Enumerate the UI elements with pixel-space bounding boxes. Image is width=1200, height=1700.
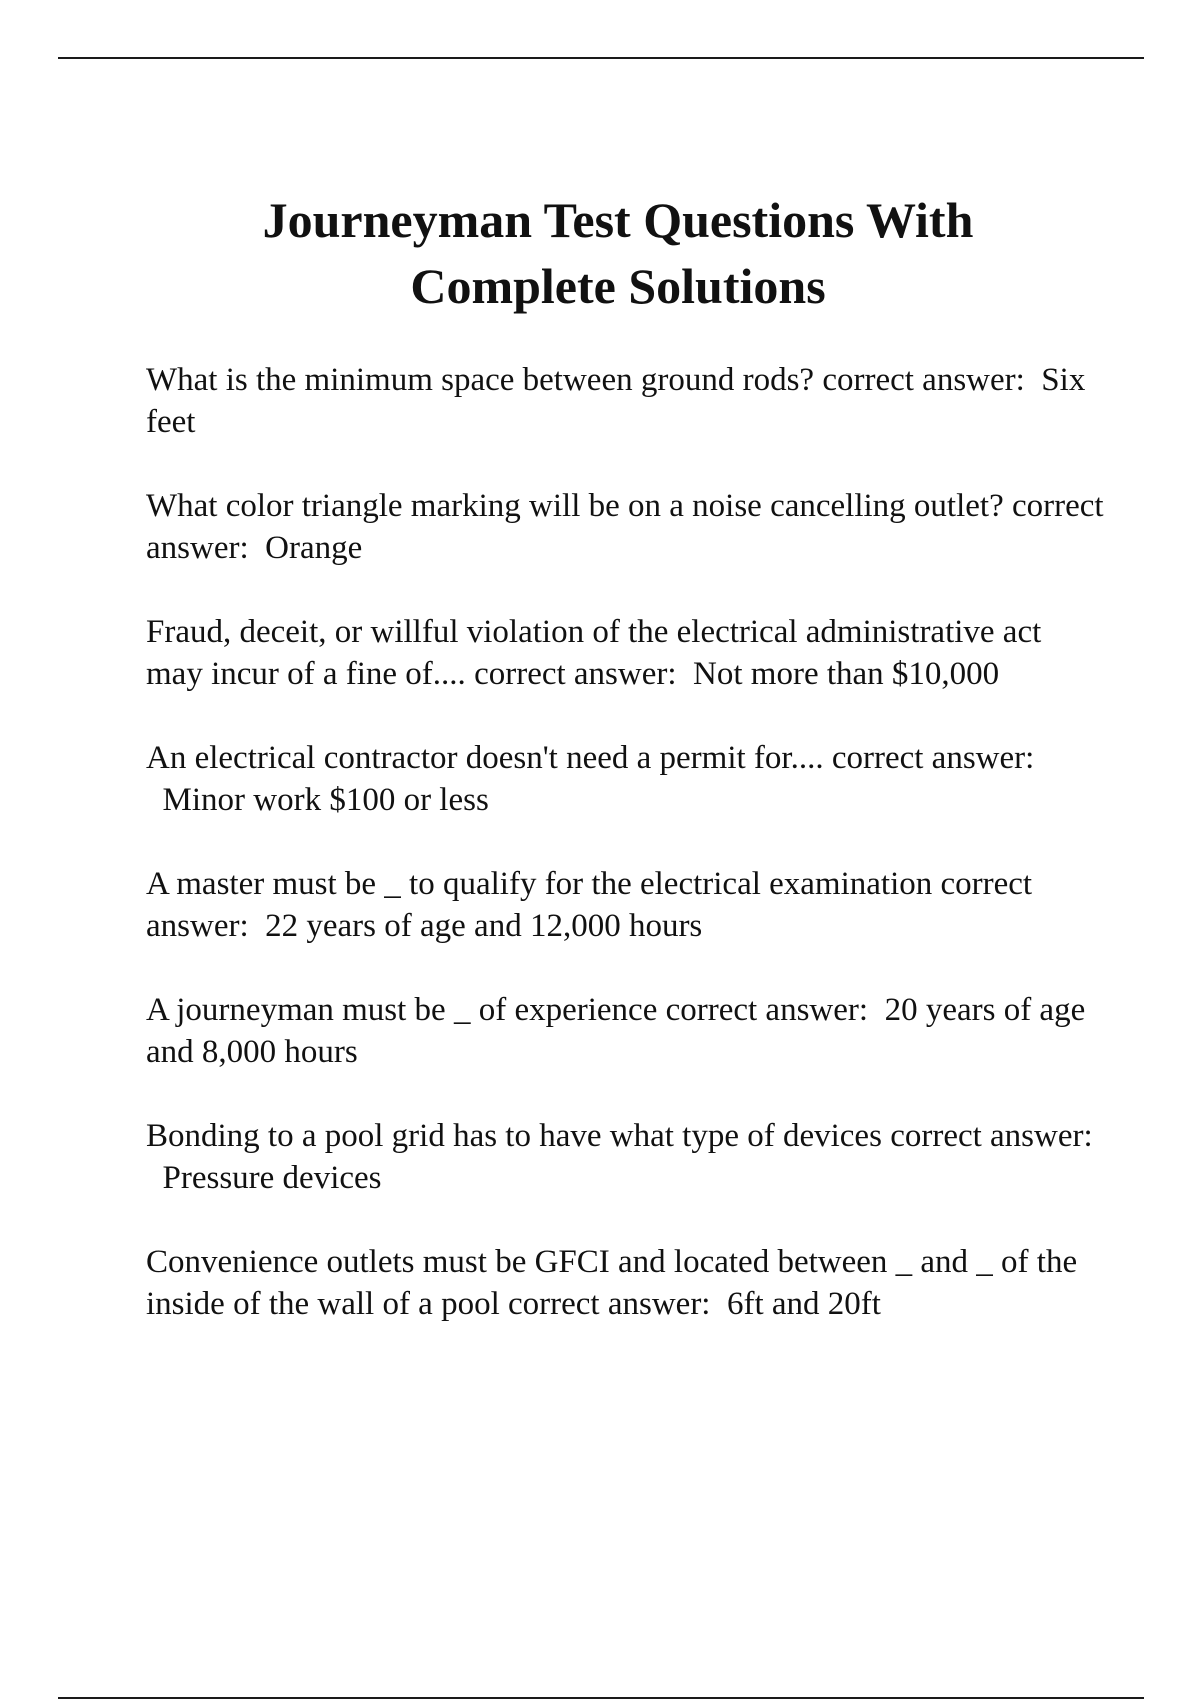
answer-label: correct answer: xyxy=(665,992,869,1028)
answer-text: Six feet xyxy=(146,362,1086,440)
qa-item xyxy=(146,485,1106,569)
question-text: A journeyman must be _ of experience xyxy=(146,992,658,1028)
answer-label: correct answer: xyxy=(146,866,1033,944)
question-text: Fraud, deceit, or willful violation of the electrical administrative act may incur of a fine of.... xyxy=(146,614,1042,692)
answer-text: 22 years of age and 12,000 hours xyxy=(265,908,703,944)
answer-label: correct answer: xyxy=(474,656,677,692)
qa-item xyxy=(146,359,1106,443)
top-rule xyxy=(58,57,1144,59)
question-text: What color triangle marking will be on a noise cancelling outlet? xyxy=(146,488,1004,524)
question-text: Bonding to a pool grid has to have what type of devices xyxy=(146,1118,882,1154)
answer-label: correct answer: xyxy=(831,740,1035,776)
bottom-rule xyxy=(58,1697,1144,1699)
answer-text: Minor work $100 or less xyxy=(162,782,489,818)
answer-label: correct answer: xyxy=(822,362,1025,398)
qa-item xyxy=(146,611,1106,695)
question-text: What is the minimum space between ground rods? xyxy=(146,362,815,398)
answer-label: correct answer: xyxy=(890,1118,1093,1154)
qa-item xyxy=(146,863,1106,947)
title-line-1: Journeyman Test Questions With xyxy=(262,192,974,248)
answer-text: Pressure devices xyxy=(162,1160,382,1196)
answer-text: Not more than $10,000 xyxy=(693,656,1000,692)
page-title xyxy=(140,187,1096,319)
qa-item xyxy=(146,737,1106,821)
answer-text: Orange xyxy=(265,530,363,566)
qa-item xyxy=(146,989,1106,1073)
answer-text: 20 years of age and 8,000 hours xyxy=(146,992,1086,1070)
title-line-2: Complete Solutions xyxy=(410,258,826,314)
answer-label: correct answer: xyxy=(508,1286,711,1322)
answer-text: 6ft and 20ft xyxy=(726,1286,881,1322)
qa-list xyxy=(146,359,1106,1367)
question-text: An electrical contractor doesn't need a permit for.... xyxy=(146,740,824,776)
qa-item xyxy=(146,1115,1106,1199)
qa-item xyxy=(146,1241,1106,1325)
question-text: Convenience outlets must be GFCI and located between _ and _ of the inside of the wall of a pool xyxy=(146,1244,1078,1322)
answer-label: correct answer: xyxy=(146,488,1104,566)
question-text: A master must be _ to qualify for the electrical examination xyxy=(146,866,933,902)
